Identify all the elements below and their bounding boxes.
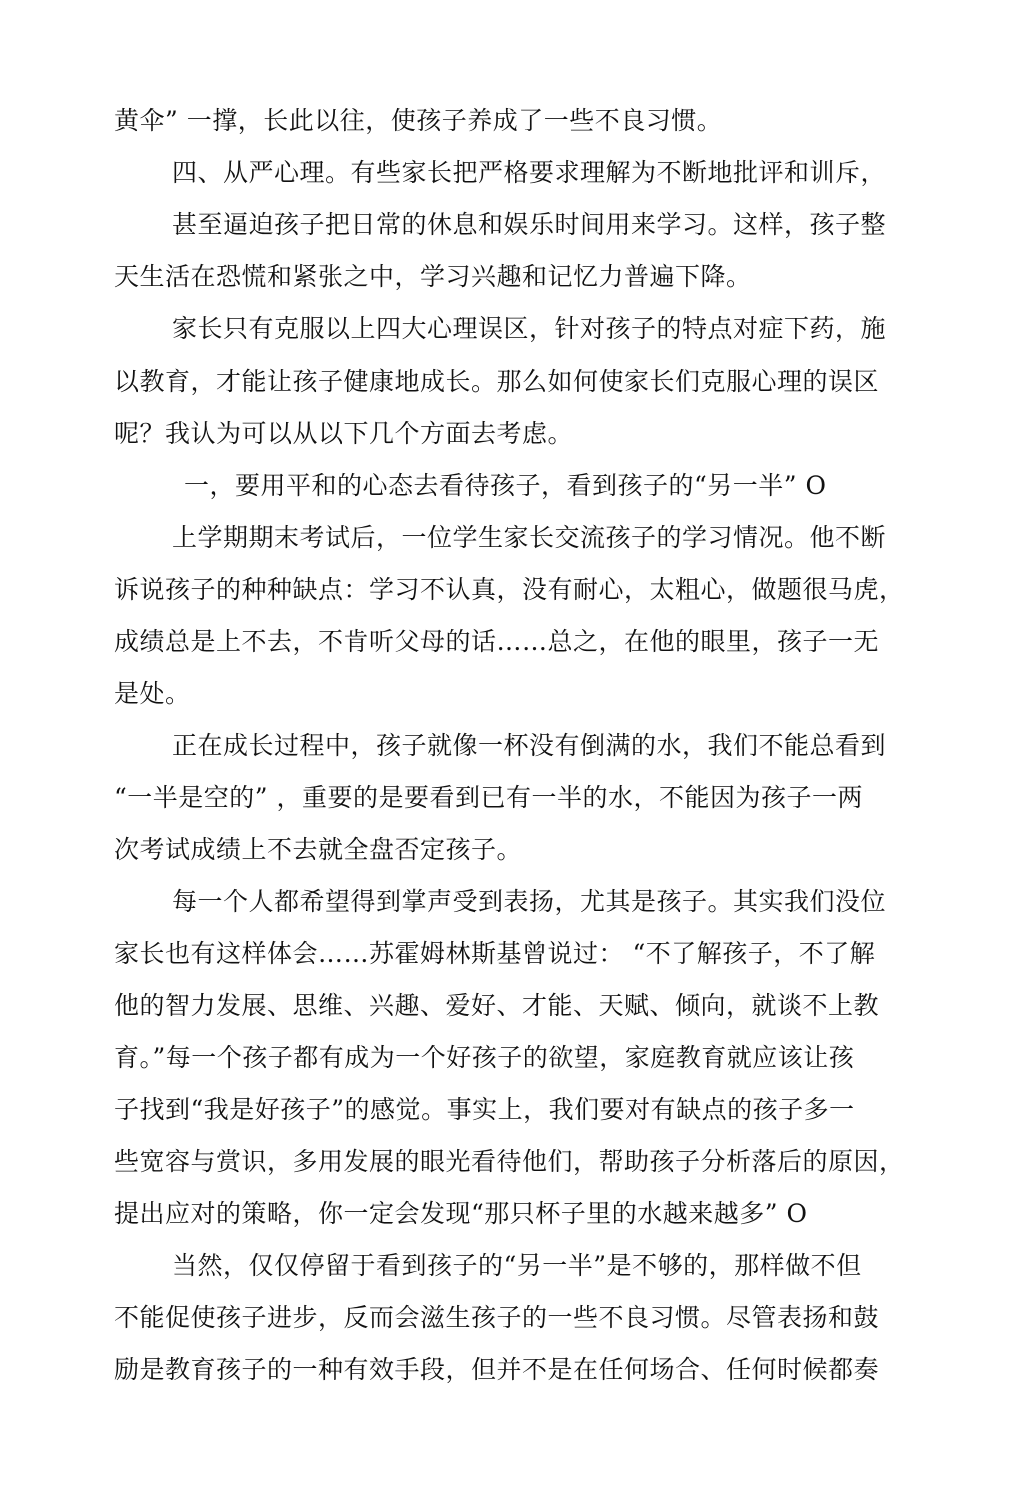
text-line: 些宽容与赏识，多用发展的眼光看待他们，帮助孩子分析落后的原因，	[114, 1147, 905, 1176]
text-line: 不能促使孩子进步，反而会滋生孩子的一些不良习惯。尽管表扬和鼓	[114, 1303, 880, 1332]
text-line: 四、从严心理。有些家长把严格要求理解为不断地批评和训斥，	[172, 158, 887, 187]
text-line: 甚至逼迫孩子把日常的休息和娱乐时间用来学习。这样，孩子整	[172, 210, 887, 239]
text-line: 提出应对的策略，你一定会发现“那只杯子里的水越来越多” O	[114, 1199, 808, 1228]
text-line: 次考试成绩上不去就全盘否定孩子。	[114, 835, 523, 864]
text-line: 呢？我认为可以从以下几个方面去考虑。	[114, 419, 574, 448]
text-line: 当然，仅仅停留于看到孩子的“另一半”是不够的，那样做不但	[172, 1251, 862, 1280]
text-line: 天生活在恐慌和紧张之中，学习兴趣和记忆力普遍下降。	[114, 262, 752, 291]
text-line: “一半是空的” ，重要的是要看到已有一半的水，不能因为孩子一两	[114, 783, 864, 812]
text-line: 子找到“我是好孩子”的感觉。事实上，我们要对有缺点的孩子多一	[114, 1095, 855, 1124]
section-heading: 一，要用平和的心态去看待孩子，看到孩子的“另一半” O	[184, 471, 827, 500]
text-line: 正在成长过程中，孩子就像一杯没有倒满的水，我们不能总看到	[172, 731, 887, 760]
text-line: 每一个人都希望得到掌声受到表扬，尤其是孩子。其实我们没位	[172, 887, 887, 916]
text-line: 励是教育孩子的一种有效手段，但并不是在任何场合、任何时候都奏	[114, 1355, 880, 1384]
text-line: 成绩总是上不去，不肯听父母的话……总之，在他的眼里，孩子一无	[114, 627, 880, 656]
text-line: 育。”每一个孩子都有成为一个好孩子的欲望，家庭教育就应该让孩	[114, 1043, 855, 1072]
text-line: 家长也有这样体会……苏霍姆林斯基曾说过： “不了解孩子，不了解	[114, 939, 876, 968]
text-line: 诉说孩子的种种缺点：学习不认真，没有耐心，太粗心，做题很马虎，	[114, 575, 905, 604]
text-line: 他的智力发展、思维、兴趣、爱好、才能、天赋、倾向，就谈不上教	[114, 991, 880, 1020]
text-line: 是处。	[114, 679, 191, 708]
text-line: 黄伞” 一撑，长此以往，使孩子养成了一些不良习惯。	[114, 106, 723, 135]
text-line: 家长只有克服以上四大心理误区，针对孩子的特点对症下药，施	[172, 314, 887, 343]
text-line: 上学期期末考试后，一位学生家长交流孩子的学习情况。他不断	[172, 523, 887, 552]
text-line: 以教育，才能让孩子健康地成长。那么如何使家长们克服心理的误区	[114, 367, 880, 396]
